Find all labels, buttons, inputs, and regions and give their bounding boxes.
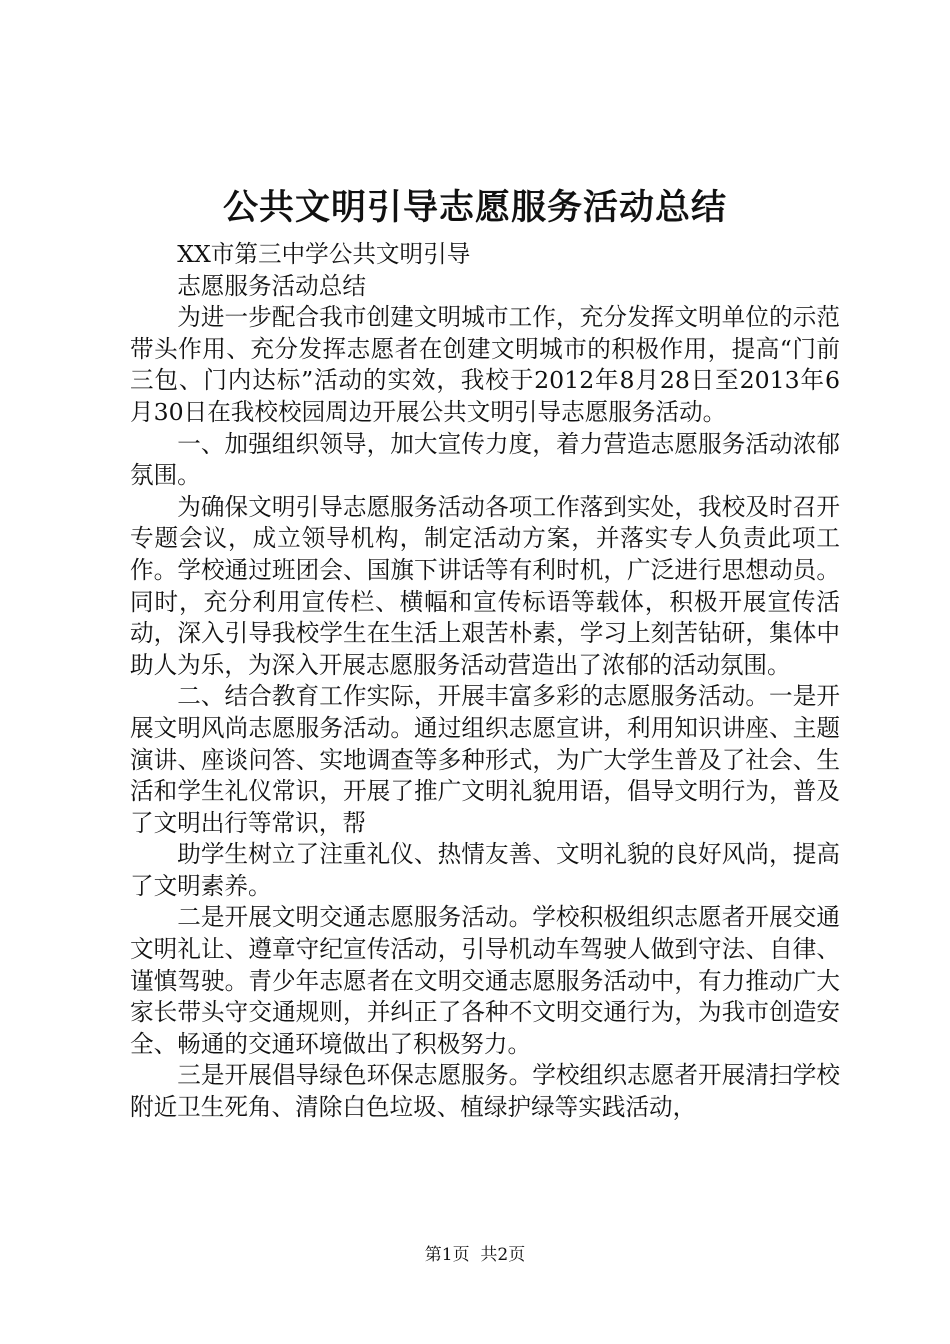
section-heading-1: 一、加强组织领导，加大宣传力度，着力营造志愿服务活动浓郁氛围。	[130, 429, 840, 490]
footer-spacer	[470, 1245, 481, 1265]
page-total: 共2页	[480, 1245, 526, 1265]
subtitle-line: XX市第三中学公共文明引导	[177, 240, 471, 268]
paragraph: 为确保文明引导志愿服务活动各项工作落到实处，我校及时召开专题会议，成立领导机构，制定活动方案，并落实专人负责此项工作。学校通过班团会、国旗下讲话等有利时机，广泛进行思想动员。同时，充分利用宣传栏、横幅和宣传标语等载体，积极开展宣传活动，深入引导我校学生在生活上艰苦朴素，学习上刻苦钻研，集体中助人为乐，为深入开展志愿服务活动营造出了浓郁的活动氛围。	[130, 492, 840, 679]
section-heading-2: 二、结合教育工作实际，开展丰富多彩的志愿服务活动。一是开展文明风尚志愿服务活动。通过组织志愿宣讲，利用知识讲座、主题演讲、座谈问答、实地调查等多种形式，为广大学生普及了社会、生活和学生礼仪常识，开展了推广文明礼貌用语，倡导文明行为，普及了文明出行等常识，帮	[130, 682, 840, 837]
document-body	[130, 239, 840, 1124]
paragraph: 助学生树立了注重礼仪、热情友善、文明礼貌的良好风尚，提高了文明素养。	[130, 840, 840, 900]
page-footer	[0, 1243, 950, 1267]
page-number: 第1页	[424, 1245, 470, 1265]
paragraph: 三是开展倡导绿色环保志愿服务。学校组织志愿者开展清扫学校附近卫生死角、清除白色垃圾、植绿护绿等实践活动，	[130, 1061, 840, 1122]
subtitle-line: 志愿服务活动总结	[177, 271, 366, 300]
document-title: 公共文明引导志愿服务活动总结	[222, 188, 727, 228]
paragraph-intro: 为进一步配合我市创建文明城市工作，充分发挥文明单位的示范带头作用、充分发挥志愿者在创建文明城市的积极作用，提高“门前三包、门内达标”活动的实效，我校于2012年8月28日至2013年6月30日在我校校园周边开展公共文明引导志愿服务活动。	[130, 303, 840, 426]
paragraph: 二是开展文明交通志愿服务活动。学校积极组织志愿者开展交通文明礼让、遵章守纪宣传活动，引导机动车驾驶人做到守法、自律、谨慎驾驶。青少年志愿者在文明交通志愿服务活动中，有力推动广大家长带头守交通规则，并纠正了各种不文明交通行为，为我市创造安全、畅通的交通环境做出了积极努力。	[130, 903, 840, 1058]
